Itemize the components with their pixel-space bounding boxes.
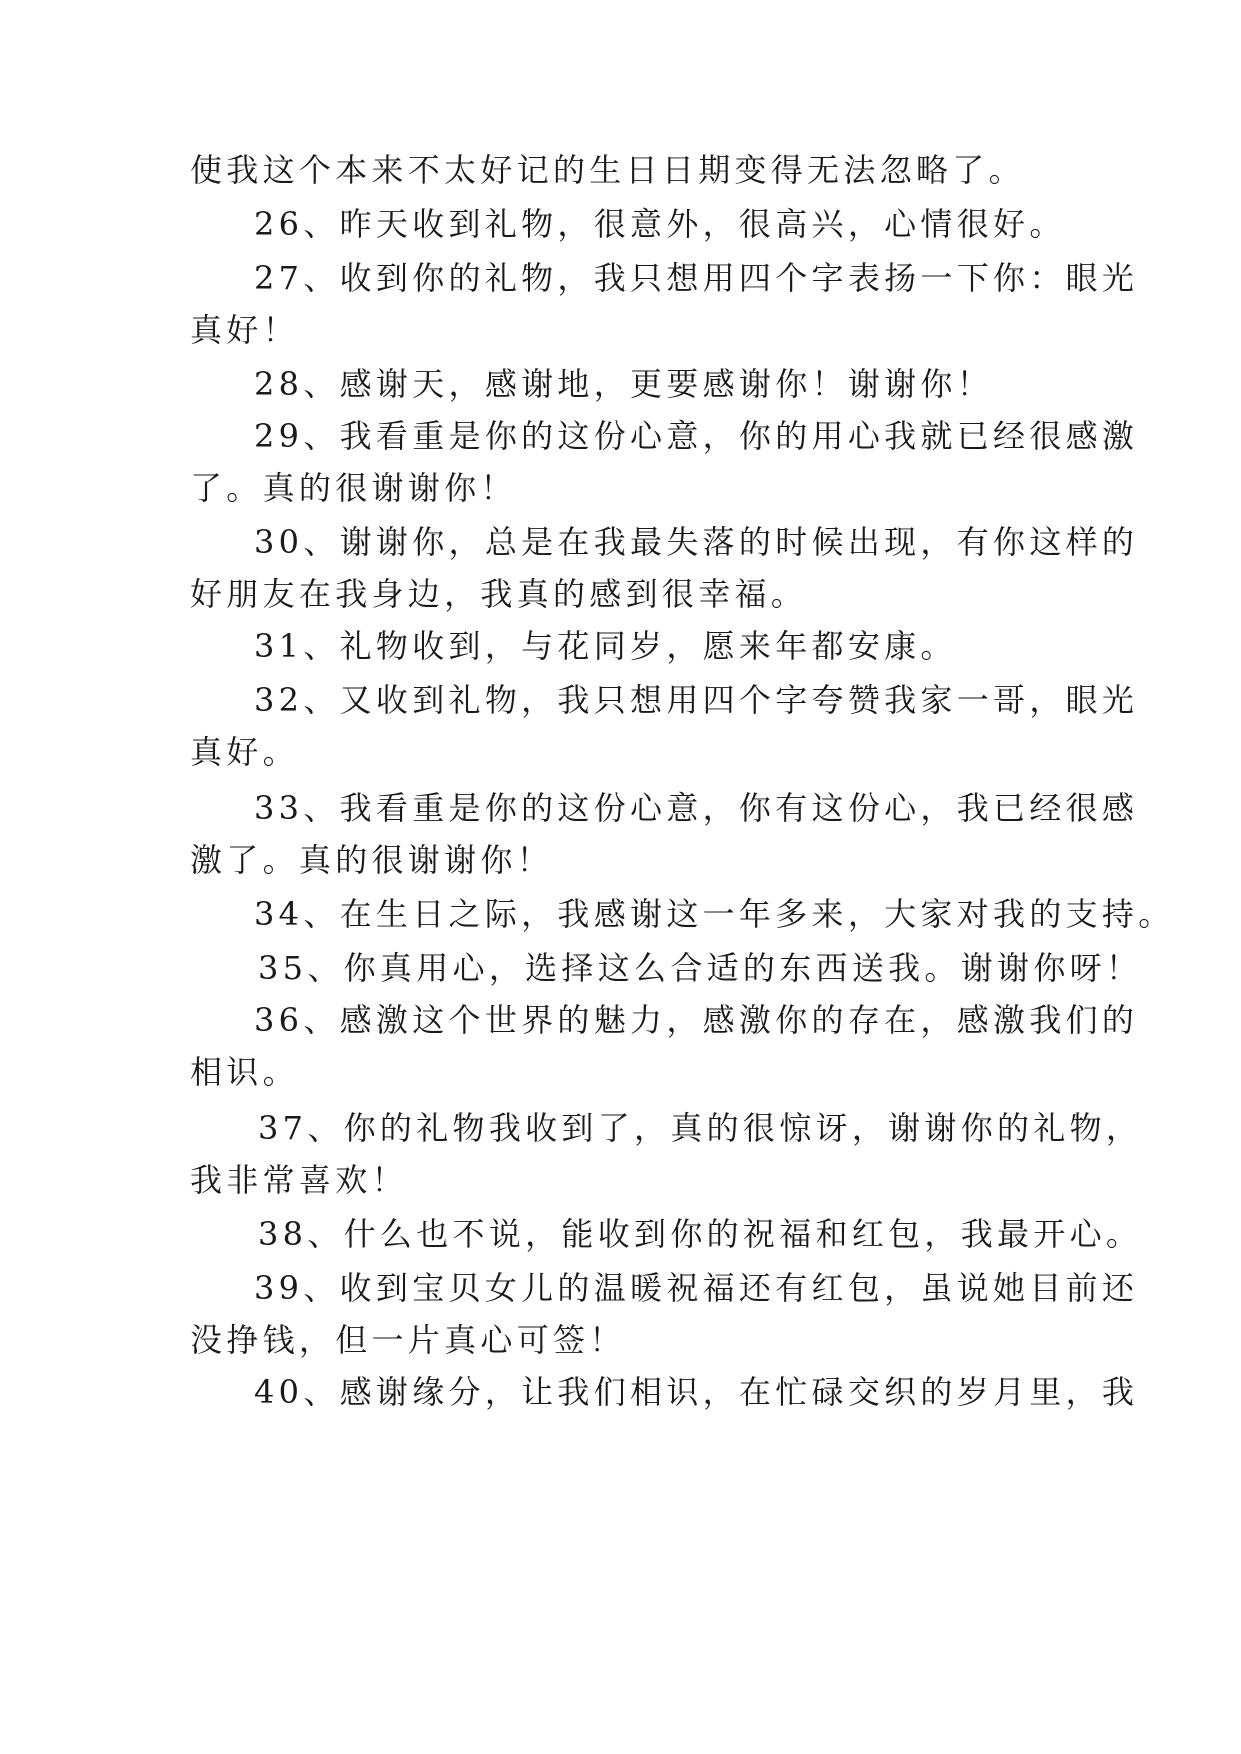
text-line: 37、你的礼物我收到了，真的很惊讶，谢谢你的礼物， (258, 1109, 1143, 1147)
text-line: 真好。 (190, 733, 299, 771)
text-line: 32、又收到礼物，我只想用四个字夸赞我家一哥，眼光 (254, 681, 1139, 719)
text-line: 36、感激这个世界的魅力，感激你的存在，感激我们的 (254, 1001, 1139, 1039)
text-line: 33、我看重是你的这份心意，你有这份心，我已经很感 (254, 789, 1139, 827)
text-line: 34、在生日之际，我感谢这一年多来，大家对我的支持。 (254, 895, 1175, 933)
text-line: 30、谢谢你，总是在我最失落的时候出现，有你这样的 (254, 523, 1139, 561)
text-line: 35、你真用心，选择这么合适的东西送我。谢谢你呀！ (258, 949, 1143, 987)
text-line: 28、感谢天，感谢地，更要感谢你！谢谢你！ (254, 365, 994, 403)
text-line: 相识。 (190, 1053, 299, 1091)
text-line: 38、什么也不说，能收到你的祝福和红包，我最开心。 (258, 1215, 1143, 1253)
text-line: 我非常喜欢！ (190, 1161, 408, 1199)
text-line: 40、感谢缘分，让我们相识，在忙碌交织的岁月里，我 (254, 1373, 1139, 1411)
text-line: 了。真的很谢谢你！ (190, 469, 517, 507)
text-line: 激了。真的很谢谢你！ (190, 841, 554, 879)
text-line: 好朋友在我身边，我真的感到很幸福。 (190, 575, 808, 613)
text-line: 31、礼物收到，与花同岁，愿来年都安康。 (254, 627, 957, 665)
text-line: 27、收到你的礼物，我只想用四个字表扬一下你：眼光 (254, 259, 1139, 297)
text-line: 39、收到宝贝女儿的温暖祝福还有红包，虽说她目前还 (254, 1269, 1139, 1307)
text-line: 26、昨天收到礼物，很意外，很高兴，心情很好。 (254, 205, 1066, 243)
text-line: 真好！ (190, 311, 299, 349)
text-line: 29、我看重是你的这份心意，你的用心我就已经很感激 (254, 417, 1139, 455)
text-line: 没挣钱，但一片真心可签！ (190, 1321, 626, 1359)
text-line: 使我这个本来不太好记的生日日期变得无法忽略了。 (190, 151, 1025, 189)
